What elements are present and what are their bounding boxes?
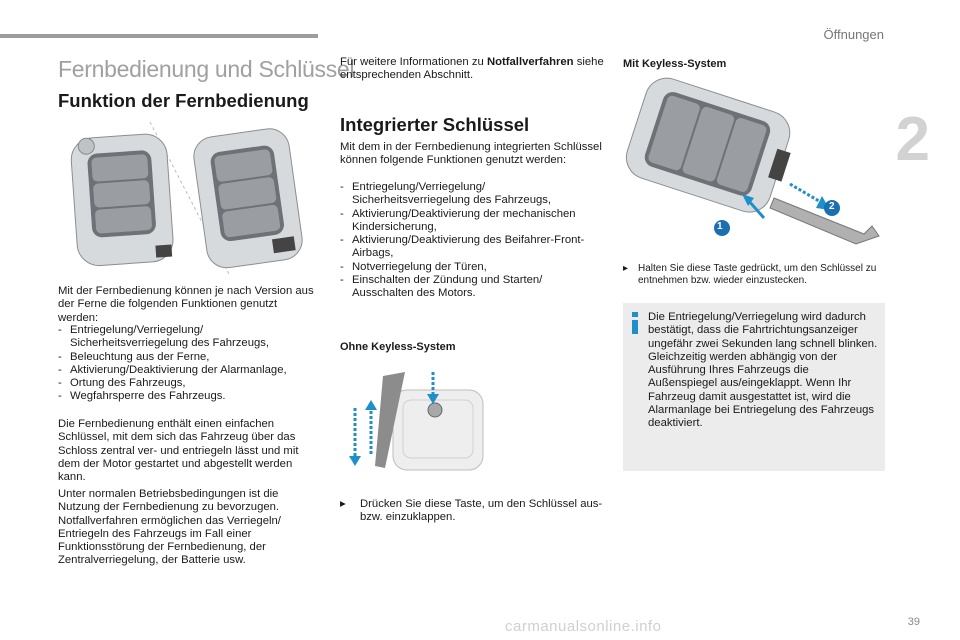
- fold-instruction: ▸ Drücken Sie diese Taste, um den Schlüssel aus- bzw. einzuklappen.: [340, 498, 603, 524]
- list-item: - Aktivierung/Deaktivierung der Alarmanlage,: [58, 364, 322, 377]
- section-name: Öffnungen: [823, 27, 884, 42]
- arrow-bullet-icon: ▸: [623, 263, 629, 274]
- chapter-number: 2: [895, 105, 930, 174]
- callout-2-label: 2: [829, 201, 835, 212]
- watermark: carmanualsonline.info: [505, 618, 662, 635]
- page-number: 39: [907, 616, 920, 628]
- integrated-key-list: [340, 181, 605, 301]
- remote-keys-illustration: [60, 118, 320, 278]
- remote-body: Die Fernbedienung enthält einen einfachen Schlüssel, mit dem sich das Fahrzeug über das Schloss zentral ver- und entriegeln lässt und mit dem der Motor gestartet und abgestellt werden kann.: [58, 418, 299, 484]
- list-item: - Ortung des Fahrzeugs,: [58, 377, 322, 390]
- integrated-key-intro: Mit dem in der Fernbedienung integrierten Schlüssel können folgende Funktionen genutzt werden:: [340, 141, 602, 167]
- remote-function-list: [58, 324, 322, 404]
- list-item: - Aktivierung/Deaktivierung der mechanischen Kindersicherung,: [340, 208, 605, 235]
- keyless-instruction: ▸ Halten Sie diese Taste gedrückt, um den Schlüssel zu entnehmen bzw. wieder einzustecken.: [623, 263, 877, 286]
- info-note-text: Die Entriegelung/Verriegelung wird dadurch bestätigt, dass die Fahrtrichtungsanzeiger ungefähr zwei Sekunden lang schnell blinken. Gleichzeitig werden abhängig von der Ausführung Ihres Fahrzeugs die Außenspiegel aus/eingeklappt. Wenn Ihr Fahrzeug damit ausgestattet ist, wird die Alarmanlage bei Entriegelung des Fahrzeugs deaktiviert.: [648, 311, 878, 430]
- list-item: - Notverriegelung der Türen,: [340, 261, 605, 274]
- page-title: Fernbedienung und Schlüssel: [58, 56, 355, 82]
- list-item: - Aktivierung/Deaktivierung des Beifahrer-Front-Airbags,: [340, 234, 605, 261]
- remote-heading: Funktion der Fernbedienung: [58, 90, 309, 111]
- fold-key-illustration: [345, 368, 485, 478]
- without-keyless-heading: Ohne Keyless-System: [340, 341, 456, 353]
- emergency-link-text: Notfallverfahren: [486, 56, 574, 68]
- list-item: - Beleuchtung aus der Ferne,: [58, 351, 322, 364]
- list-item: - Einschalten der Zündung und Starten/ Ausschalten des Motors.: [340, 274, 605, 301]
- remote-body-2: Unter normalen Betriebsbedingungen ist die Nutzung der Fernbedienung zu bevorzugen. Notfallverfahren ermöglichen das Verriegeln/ Entriegeln des Fahrzeugs im Fall einer Funktionsstörung der Fernbedienung, der Zentralverriegelung, der Batterie usw.: [58, 488, 281, 567]
- callout-1-label: 1: [717, 221, 723, 232]
- keyless-key-illustration: [624, 88, 884, 248]
- top-rule: [0, 34, 318, 38]
- remote-fob-right: [191, 126, 304, 270]
- remote-intro: Mit der Fernbedienung können je nach Version aus der Ferne die folgenden Funktionen genutzt werden:: [58, 285, 314, 324]
- list-item: - Entriegelung/Verriegelung/ Sicherheitsverriegelung des Fahrzeugs,: [340, 181, 605, 208]
- info-icon: [630, 312, 640, 334]
- remote-fob-left: [70, 133, 175, 267]
- with-keyless-heading: Mit Keyless-System: [623, 58, 727, 70]
- integrated-key-heading: Integrierter Schlüssel: [340, 114, 530, 135]
- emergency-info: Für weitere Informationen zu Notfallverfahren siehe entsprechenden Abschnitt.: [340, 56, 604, 82]
- list-item: - Wegfahrsperre des Fahrzeugs.: [58, 390, 322, 403]
- list-item: - Entriegelung/Verriegelung/ Sicherheitsverriegelung des Fahrzeugs,: [58, 324, 322, 351]
- arrow-bullet-icon: ▸: [340, 498, 346, 510]
